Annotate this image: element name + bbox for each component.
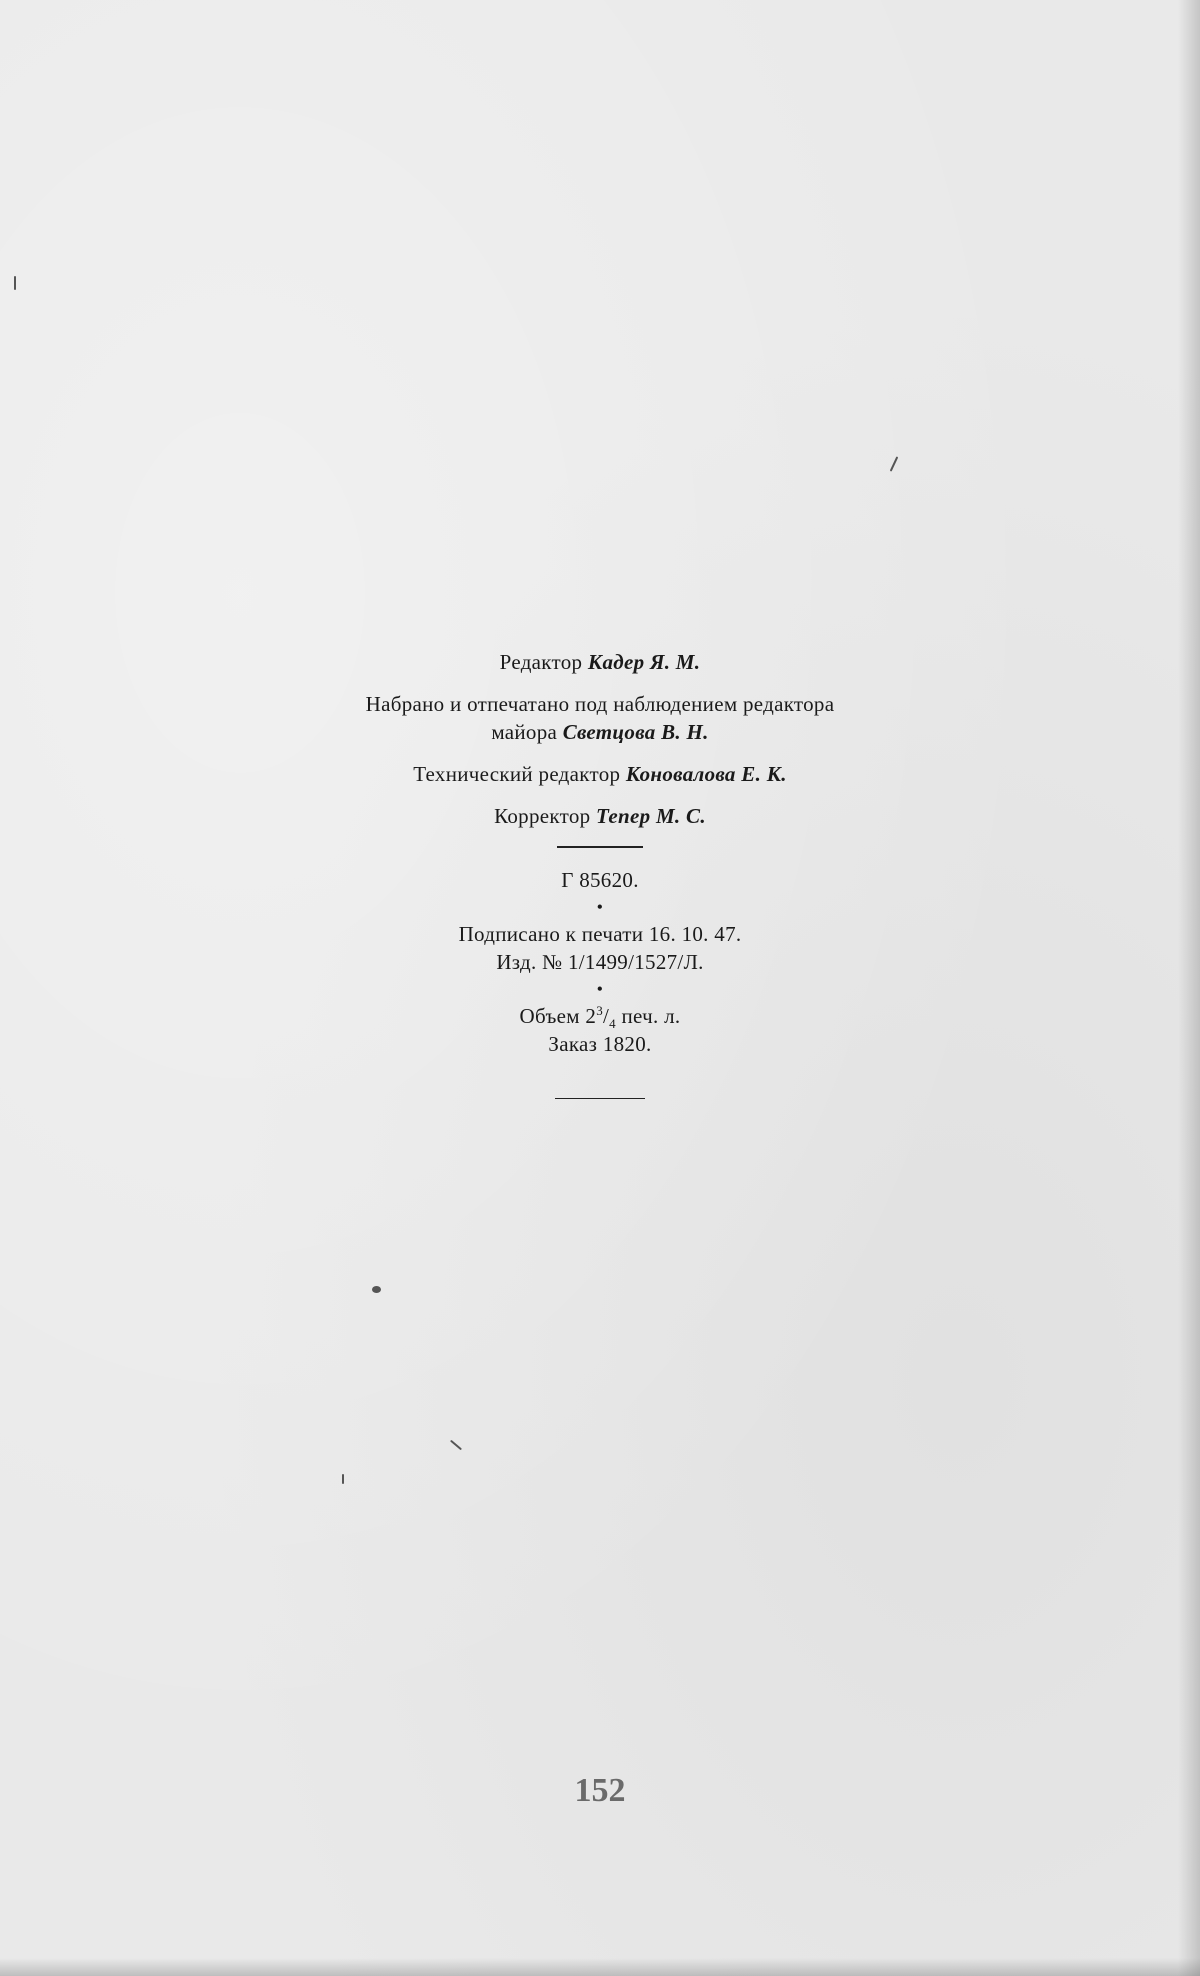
censor-code: Г 85620. [561, 868, 639, 892]
supervision-line: Набрано и отпечатано под наблюдением редактора [365, 692, 835, 716]
volume-prefix: Объем 2 [519, 1004, 597, 1028]
page-edge-shadow-bottom [0, 1958, 1200, 1976]
editor-line [0, 648, 1200, 676]
page-number: 152 [574, 1772, 626, 1809]
volume-suffix: печ. л. [615, 1004, 681, 1028]
supervisor-label: майора [491, 720, 558, 744]
corrector-label: Корректор [494, 804, 591, 828]
editor-label: Редактор [499, 650, 583, 674]
separator-bullet: • [597, 899, 603, 916]
paper-speck [450, 1440, 462, 1451]
tech-editor-line [0, 760, 1200, 788]
order-number: Заказ 1820. [548, 1032, 652, 1056]
volume-fraction-numerator: 3 [596, 1003, 604, 1018]
supervisor-line [0, 718, 1200, 746]
tech-editor-label: Технический редактор [413, 762, 621, 786]
separator-bullet: • [597, 981, 603, 998]
paper-speck [342, 1474, 344, 1484]
paper-speck [372, 1286, 381, 1293]
corrector-name: Тепер М. С. [596, 804, 706, 828]
supervisor-name: Светцова В. Н. [562, 720, 709, 744]
volume-fraction-slash: / [603, 1004, 610, 1028]
volume-line [0, 1002, 1200, 1030]
imprint-block [0, 648, 1200, 1099]
paper-speck [890, 456, 899, 471]
volume-fraction-denominator: 4 [609, 1016, 616, 1032]
divider-rule [555, 1098, 645, 1099]
paper-speck [14, 276, 16, 290]
publication-number: Изд. № 1/1499/1527/Л. [496, 950, 704, 974]
signed-for-print-line: Подписано к печати 16. 10. 47. [458, 922, 742, 946]
tech-editor-name: Коновалова Е. К. [625, 762, 787, 786]
corrector-line [0, 802, 1200, 830]
editor-name: Кадер Я. М. [587, 650, 701, 674]
